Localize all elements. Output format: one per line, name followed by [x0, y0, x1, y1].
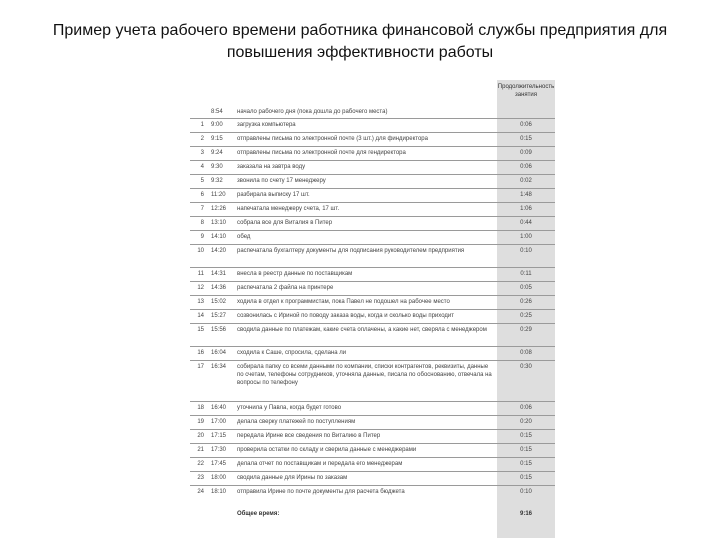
row-number: 8 [190, 217, 208, 231]
row-duration: 0:20 [497, 416, 555, 430]
row-duration: 0:15 [497, 133, 555, 147]
row-activity: собирала папку со всеми данными по компании, списки контрагентов, реквизиты, данные по счетам, телефоны сотрудников, уточняла данные, писала по обоснованию, отвечала на вопросы по телефону [235, 361, 497, 402]
row-time: 17:45 [208, 458, 235, 472]
header-row [190, 80, 555, 107]
row-activity: созвонилась с Ириной по поводу заказа воды, когда и сколько воды приходит [235, 310, 497, 324]
row-duration: 0:06 [497, 402, 555, 416]
row-time: 17:00 [208, 416, 235, 430]
row-number: 19 [190, 416, 208, 430]
table-row [190, 430, 555, 444]
table-row [190, 175, 555, 189]
table-row [190, 486, 555, 500]
row-time: 13:10 [208, 217, 235, 231]
row-time: 18:00 [208, 472, 235, 486]
row-duration: 0:29 [497, 324, 555, 347]
row-time: 15:02 [208, 296, 235, 310]
row-number: 14 [190, 310, 208, 324]
row-duration: 0:11 [497, 268, 555, 282]
row-time: 17:30 [208, 444, 235, 458]
row-duration: 0:15 [497, 430, 555, 444]
row-activity: сводила данные для Ирины по заказам [235, 472, 497, 486]
table-row [190, 217, 555, 231]
row-duration: 0:44 [497, 217, 555, 231]
row-time: 15:56 [208, 324, 235, 347]
row-time: 9:15 [208, 133, 235, 147]
row-time: 9:30 [208, 161, 235, 175]
row-time: 16:04 [208, 347, 235, 361]
row-number: 9 [190, 231, 208, 245]
row-duration: 0:10 [497, 245, 555, 268]
row-number: 20 [190, 430, 208, 444]
row-activity: делала сверку платежей по поступлениям [235, 416, 497, 430]
start-row [190, 107, 555, 119]
start-activity: начало рабочего дня (пока дошла до рабочего места) [237, 109, 388, 115]
row-activity: ходила в отдел к программистам, пока Павел не подошел на рабочее место [235, 296, 497, 310]
title-line-1: Пример учета рабочего времени работника финансовой службы предприятия для [52, 22, 668, 39]
total-label: Общее время: [237, 511, 280, 517]
total-value: 9:16 [497, 507, 555, 524]
row-activity: отправила Ирине по почте документы для расчета бюджета [235, 486, 497, 500]
table-row [190, 458, 555, 472]
worktime-table-container [190, 80, 555, 538]
row-activity: делала отчет по поставщикам и передала его менеджерам [235, 458, 497, 472]
row-activity: разбирала выписку 17 шт. [235, 189, 497, 203]
table-row [190, 189, 555, 203]
row-activity: передала Ирине все сведения по Виталию в Питер [235, 430, 497, 444]
table-row [190, 310, 555, 324]
row-number: 5 [190, 175, 208, 189]
row-duration: 0:15 [497, 472, 555, 486]
row-number: 1 [190, 119, 208, 133]
row-duration: 0:06 [497, 161, 555, 175]
row-number: 22 [190, 458, 208, 472]
row-time: 9:24 [208, 147, 235, 161]
row-duration: 0:10 [497, 486, 555, 500]
row-activity: внесла в реестр данные по поставщикам [235, 268, 497, 282]
row-activity: уточнила у Павла, когда будет готово [235, 402, 497, 416]
row-number: 6 [190, 189, 208, 203]
row-activity: сводила данные по платежам, какие счета оплачены, а какие нет, сверяла с менеджером [235, 324, 497, 347]
row-time: 15:27 [208, 310, 235, 324]
table-row [190, 268, 555, 282]
row-duration: 0:25 [497, 310, 555, 324]
row-number: 7 [190, 203, 208, 217]
table-row [190, 119, 555, 133]
row-number: 4 [190, 161, 208, 175]
row-activity: собрала все для Виталия в Питер [235, 217, 497, 231]
row-activity: распечатала 2 файла на принтере [235, 282, 497, 296]
start-time: 8:54 [211, 109, 223, 115]
row-time: 16:40 [208, 402, 235, 416]
row-time: 11:20 [208, 189, 235, 203]
page-title [20, 20, 700, 64]
row-activity: обед [235, 231, 497, 245]
row-activity: заказала на завтра воду [235, 161, 497, 175]
row-number: 18 [190, 402, 208, 416]
row-duration: 0:05 [497, 282, 555, 296]
row-number: 23 [190, 472, 208, 486]
row-duration: 0:15 [497, 458, 555, 472]
row-duration: 0:15 [497, 444, 555, 458]
table-row [190, 147, 555, 161]
table-row [190, 472, 555, 486]
table-row [190, 361, 555, 402]
row-time: 14:31 [208, 268, 235, 282]
row-time: 18:10 [208, 486, 235, 500]
row-number: 15 [190, 324, 208, 347]
row-duration: 0:30 [497, 361, 555, 402]
row-activity: отправлены письма по электронной почте (3 шт.) для финдиректора [235, 133, 497, 147]
duration-header: Продолжительность занятия [497, 80, 555, 107]
row-duration: 1:48 [497, 189, 555, 203]
row-number: 3 [190, 147, 208, 161]
row-duration: 0:09 [497, 147, 555, 161]
row-number: 17 [190, 361, 208, 402]
title-line-2: повышения эффективности работы [226, 44, 494, 61]
row-time: 9:00 [208, 119, 235, 133]
row-activity: отправлены письма по электронной почте для гендиректора [235, 147, 497, 161]
row-time: 12:26 [208, 203, 235, 217]
table-row [190, 282, 555, 296]
row-activity: загрузка компьютера [235, 119, 497, 133]
row-activity: распечатала бухгалтеру документы для подписания руководителем предприятия [235, 245, 497, 268]
table-row [190, 203, 555, 217]
table-row [190, 245, 555, 268]
table-row [190, 231, 555, 245]
row-activity: сходила к Саше, спросила, сделана ли [235, 347, 497, 361]
row-time: 14:10 [208, 231, 235, 245]
row-duration: 0:08 [497, 347, 555, 361]
row-activity: звонила по счету 17 менеджеру [235, 175, 497, 189]
row-number: 11 [190, 268, 208, 282]
row-duration: 0:02 [497, 175, 555, 189]
table-row [190, 402, 555, 416]
row-time: 9:32 [208, 175, 235, 189]
row-number: 16 [190, 347, 208, 361]
row-number: 21 [190, 444, 208, 458]
row-time: 14:20 [208, 245, 235, 268]
table-row [190, 133, 555, 147]
row-number: 24 [190, 486, 208, 500]
row-duration: 0:26 [497, 296, 555, 310]
table-row [190, 444, 555, 458]
row-time: 17:15 [208, 430, 235, 444]
row-number: 12 [190, 282, 208, 296]
row-duration: 0:06 [497, 119, 555, 133]
total-row [190, 507, 555, 524]
table-row [190, 161, 555, 175]
table-row [190, 324, 555, 347]
worktime-table [190, 80, 555, 538]
row-duration: 1:06 [497, 203, 555, 217]
table-row [190, 416, 555, 430]
row-time: 14:36 [208, 282, 235, 296]
row-activity: проверила остатки по складу и сверила данные с менеджерами [235, 444, 497, 458]
row-number: 2 [190, 133, 208, 147]
row-duration: 1:00 [497, 231, 555, 245]
row-number: 13 [190, 296, 208, 310]
row-time: 16:34 [208, 361, 235, 402]
table-row [190, 347, 555, 361]
table-row [190, 296, 555, 310]
row-activity: напечатала менеджеру счета, 17 шт. [235, 203, 497, 217]
row-number: 10 [190, 245, 208, 268]
